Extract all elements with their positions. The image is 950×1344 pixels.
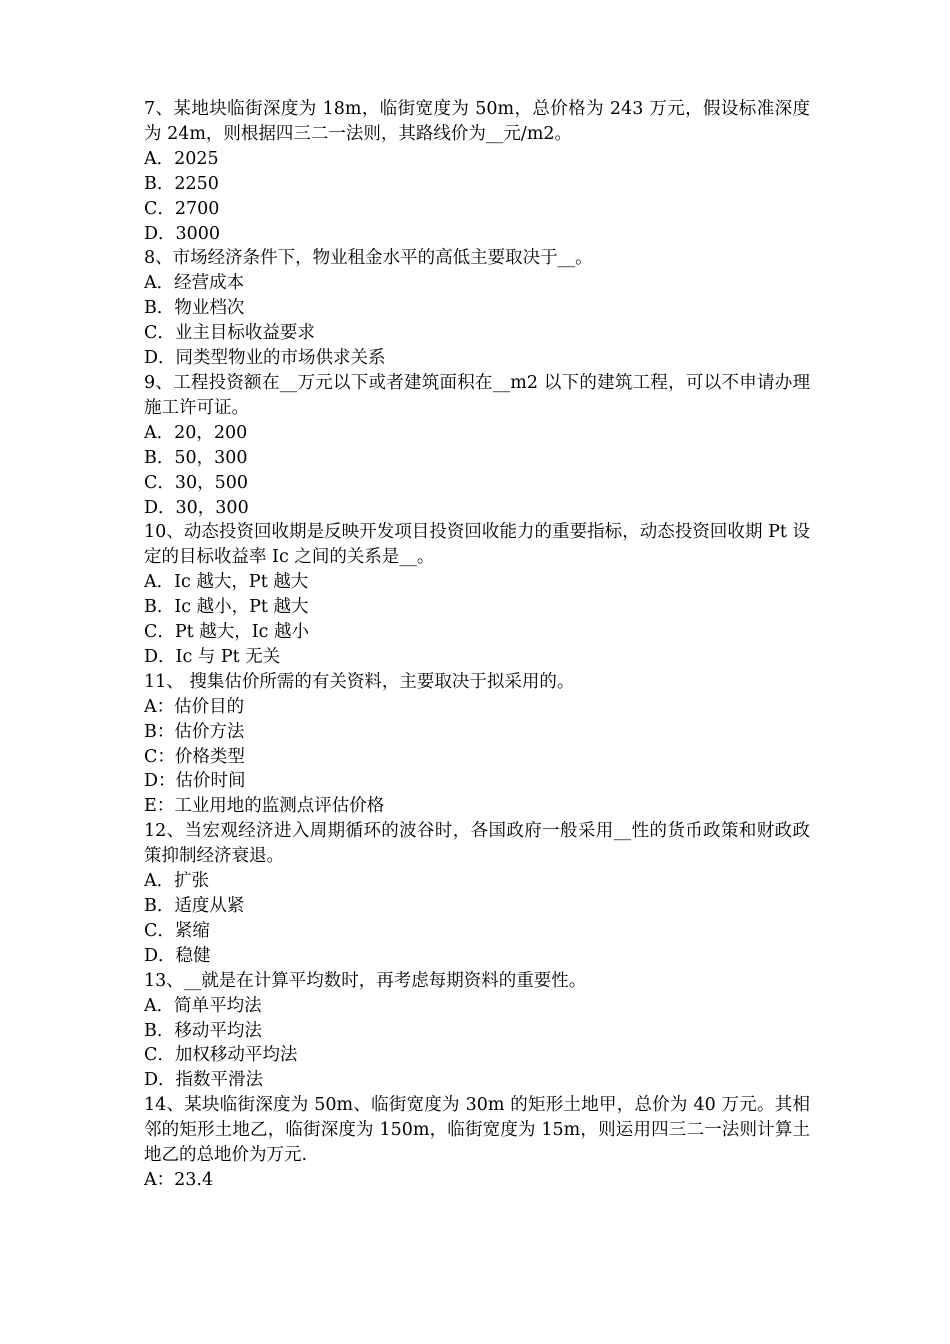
option-a: A．扩张 bbox=[144, 871, 210, 892]
option-a: A．经营成本 bbox=[144, 273, 245, 294]
option-d: D．指数平滑法 bbox=[144, 1070, 264, 1091]
option-a: A：23.4 bbox=[144, 1169, 214, 1190]
option-d: D．3000 bbox=[144, 223, 221, 244]
option-a: A．Ic 越大，Pt 越大 bbox=[144, 572, 309, 593]
option-c: C：价格类型 bbox=[144, 746, 245, 767]
question-list bbox=[144, 97, 810, 1193]
option-b: B．2250 bbox=[144, 173, 219, 194]
option-c: C．2700 bbox=[144, 198, 220, 219]
option-e: E：工业用地的监测点评估价格 bbox=[144, 796, 385, 817]
option-d: D．稳健 bbox=[144, 945, 211, 966]
question-text: 8、市场经济条件下，物业租金水平的高低主要取决于__。 bbox=[144, 248, 593, 269]
option-a: A：估价目的 bbox=[144, 696, 245, 717]
option-b: B．适度从紧 bbox=[144, 896, 245, 916]
question-11 bbox=[144, 670, 810, 819]
question-text: 14、某块临街深度为 50m、临街宽度为 30m 的矩形土地甲，总价为 40 万元。其相邻的矩形土地乙，临街深度为 150m，临街宽度为 15m，则运用四三二一法则计算土地乙的总地价为万元. bbox=[144, 1095, 810, 1166]
question-14 bbox=[144, 1093, 810, 1193]
question-9 bbox=[144, 371, 810, 520]
option-a: A．2025 bbox=[144, 148, 219, 169]
question-12 bbox=[144, 819, 810, 968]
question-10 bbox=[144, 520, 810, 669]
option-b: B．Ic 越小，Pt 越大 bbox=[144, 597, 309, 618]
option-b: B．物业档次 bbox=[144, 298, 245, 319]
option-a: A．20，200 bbox=[144, 422, 248, 443]
question-text: 13、__就是在计算平均数时，再考虑每期资料的重要性。 bbox=[144, 970, 587, 991]
question-text: 10、动态投资回收期是反映开发项目投资回收能力的重要指标，动态投资回收期 Pt 设定的目标收益率 Ic 之间的关系是__。 bbox=[144, 522, 810, 568]
option-b: B．移动平均法 bbox=[144, 1020, 262, 1041]
option-c: C．加权移动平均法 bbox=[144, 1045, 298, 1066]
option-d: D．Ic 与 Pt 无关 bbox=[144, 646, 281, 667]
option-b: B．50，300 bbox=[144, 447, 248, 468]
question-8 bbox=[144, 246, 810, 371]
option-c: C．业主目标收益要求 bbox=[144, 323, 315, 344]
question-text: 9、工程投资额在__万元以下或者建筑面积在__m2 以下的建筑工程，可以不申请办理施工许可证。 bbox=[144, 372, 810, 418]
option-d: D．30，300 bbox=[144, 497, 249, 518]
option-c: C．Pt 越大，Ic 越小 bbox=[144, 622, 310, 643]
question-13 bbox=[144, 969, 810, 1094]
question-text: 11、 搜集估价所需的有关资料，主要取决于拟采用的。 bbox=[144, 671, 575, 692]
question-7 bbox=[144, 97, 810, 246]
option-c: C．紧缩 bbox=[144, 920, 210, 941]
question-text: 12、当宏观经济进入周期循环的波谷时，各国政府一般采用__性的货币政策和财政政策抑制经济衰退。 bbox=[144, 821, 810, 867]
option-d: D．同类型物业的市场供求关系 bbox=[144, 348, 386, 369]
question-text: 7、某地块临街深度为 18m，临街宽度为 50m，总价格为 243 万元，假设标准深度为 24m，则根据四三二一法则，其路线价为__元/m2。 bbox=[144, 99, 810, 144]
option-b: B：估价方法 bbox=[144, 721, 245, 742]
option-d: D：估价时间 bbox=[144, 771, 246, 792]
option-c: C．30，500 bbox=[144, 472, 249, 493]
option-a: A．简单平均法 bbox=[144, 995, 262, 1016]
